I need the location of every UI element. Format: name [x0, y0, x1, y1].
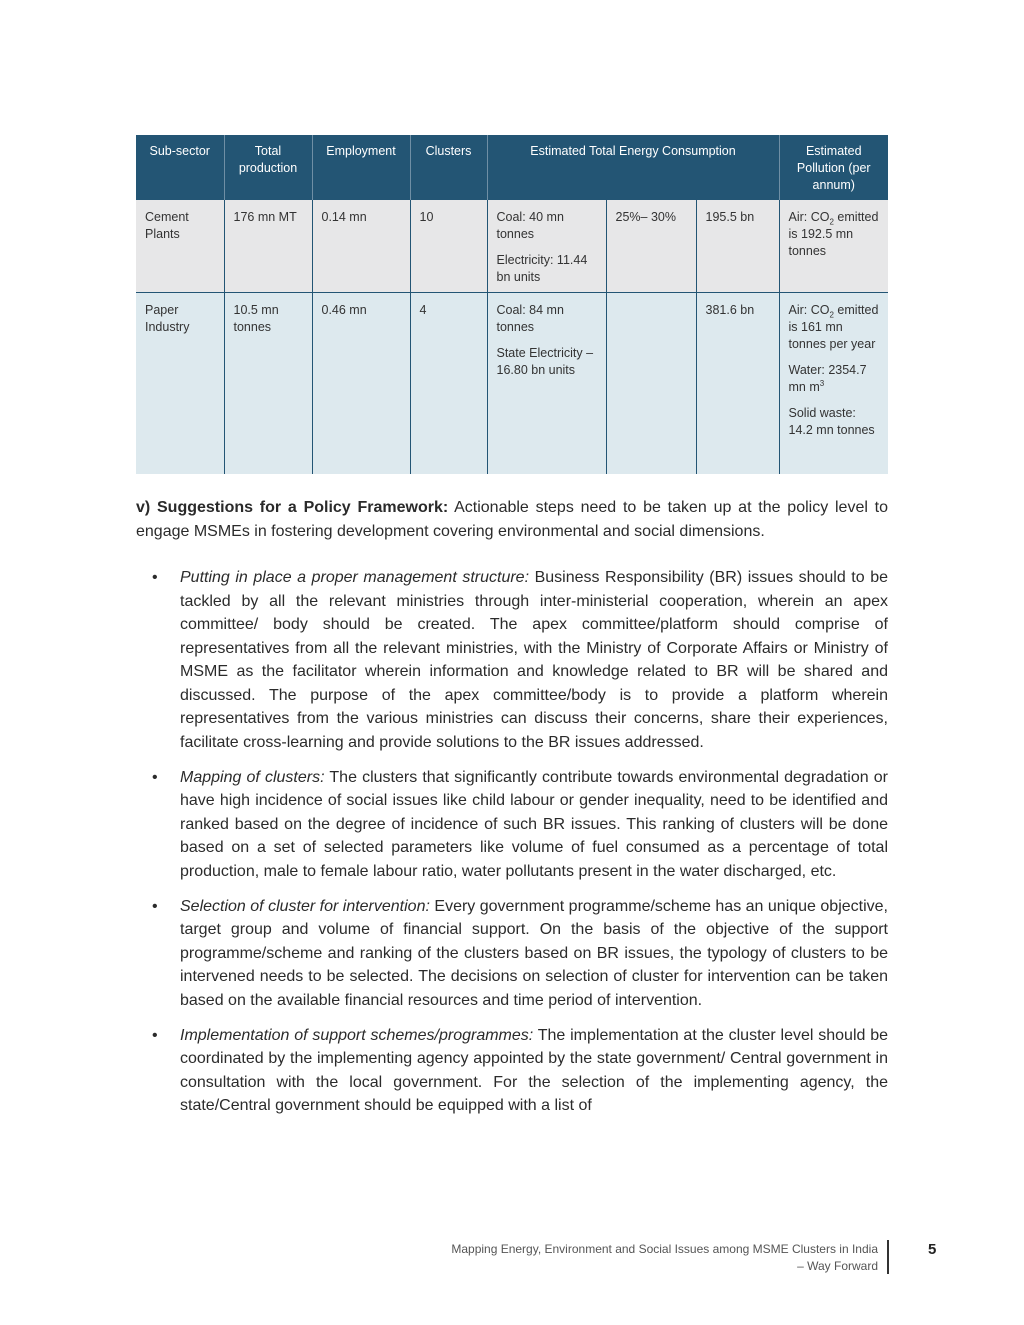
pollution-air: Air: $CO_2$ emitted is 192.5 mn tonnes — [788, 210, 879, 258]
footer-title: Mapping Energy, Environment and Social Issues among MSME Clusters in India — [451, 1242, 878, 1256]
cell-energy-share: 25%– 30% — [606, 200, 696, 293]
cell-energy-sources — [487, 293, 606, 475]
list-item — [136, 766, 888, 884]
cell-employment: 0.14 mn — [312, 200, 410, 293]
page-footer — [451, 1241, 878, 1275]
header-subsector: Sub-sector — [136, 135, 224, 200]
header-clusters: Clusters — [410, 135, 487, 200]
energy-source: Coal: 84 mn tonnes — [496, 303, 564, 334]
section-intro-text: Actionable steps need to be taken up at the policy level to engage MSMEs in fostering development covering environmental and social dimensions. — [136, 499, 889, 540]
bullet-icon: • — [152, 569, 158, 586]
pollution-water: Water: 2354.7 mn $m^3$ — [788, 363, 867, 394]
energy-source: Electricity: 11.44 bn units — [496, 253, 588, 284]
cell-employment: 0.46 mn — [312, 293, 410, 475]
cell-pollution — [779, 200, 888, 293]
cell-production: 10.5 mn tonnes — [224, 293, 312, 475]
pollution-air: Air: $CO_2$ emitted is 161 mn tonnes per year — [788, 303, 879, 351]
energy-source: State Electricity – 16.80 bn units — [496, 346, 594, 377]
item-lead: Mapping of clusters: — [180, 768, 325, 786]
energy-source: Coal: 40 mn tonnes — [496, 210, 564, 241]
item-text: Every government programme/scheme has an unique objective, target group and volume of financial support. On the basis of the objective of the support programme/scheme and ranking of the clusters based on BR issues, the typology of clusters to be intervened needs to be selected. The decisions on selection of cluster for intervention can be taken based on the available financial resources and time period of intervention. — [180, 897, 888, 1009]
header-employment: Employment — [312, 135, 410, 200]
item-lead: Selection of cluster for intervention: — [180, 897, 430, 915]
page-number: 5 — [928, 1241, 937, 1258]
list-item — [136, 1024, 888, 1118]
energy-pollution-table — [136, 135, 888, 474]
item-text: Business Responsibility (BR) issues should to be tackled by all the relevant ministries through inter-ministerial cooperation, wherein an apex committee/ body should be created. The apex committee/platform should comprise of representatives from all the relevant ministries, with the Ministry of Corporate Affairs or Ministry of MSME as the facilitator wherein information and knowledge related to BR will be shared and discussed. The purpose of the apex committee/body is to provide a platform wherein representatives from the various ministries can discuss their concerns, share their experiences, facilitate cross-learning and provide solutions to the BR issues addressed. — [180, 569, 888, 751]
table-row — [136, 200, 888, 293]
cell-subsector: Paper Industry — [136, 293, 224, 475]
item-lead: Putting in place a proper management structure: — [180, 569, 530, 586]
table-header-row — [136, 135, 888, 200]
footer-subtitle: – Way Forward — [797, 1259, 878, 1273]
cell-production: 176 mn MT — [224, 200, 312, 293]
cell-pollution — [779, 293, 888, 475]
list-item — [136, 895, 888, 1013]
list-item — [136, 566, 888, 754]
header-pollution: Estimated Pollution (per annum) — [779, 135, 888, 200]
cell-clusters: 10 — [410, 200, 487, 293]
item-text: The clusters that significantly contribute towards environmental degradation or have high incidence of social issues like child labour or gender inequality, need to be identified and ranked based on the degree of incidence of such BR issues. This ranking of clusters will be done based on a set of selected parameters like volume of fuel consumed as a percentage of total production, male to female labour ratio, water pollutants present in the water discharged, etc. — [180, 768, 889, 880]
item-lead: Implementation of support schemes/programmes: — [180, 1026, 534, 1044]
bullet-icon: • — [152, 1026, 158, 1044]
cell-energy-sources — [487, 200, 606, 293]
bullet-icon: • — [152, 897, 158, 915]
suggestion-list — [136, 566, 888, 1129]
cell-energy-share — [606, 293, 696, 475]
cell-energy-total: 195.5 bn — [696, 200, 779, 293]
section-intro — [136, 496, 888, 543]
header-energy: Estimated Total Energy Consumption — [487, 135, 779, 200]
cell-energy-total: 381.6 bn — [696, 293, 779, 475]
item-text: The implementation at the cluster level should be coordinated by the implementing agency appointed by the state government/ Central government in consultation with the local government. For the selection of the implementing agency, the state/Central government should be equipped with a list of — [180, 1026, 889, 1114]
footer-divider — [887, 1240, 889, 1274]
pollution-solid: Solid waste: 14.2 mn tonnes — [788, 406, 875, 437]
table-row — [136, 293, 888, 475]
header-production: Total production — [224, 135, 312, 200]
cell-subsector: Cement Plants — [136, 200, 224, 293]
bullet-icon: • — [152, 768, 158, 786]
cell-clusters: 4 — [410, 293, 487, 475]
section-heading: v) Suggestions for a Policy Framework: — [136, 499, 449, 516]
